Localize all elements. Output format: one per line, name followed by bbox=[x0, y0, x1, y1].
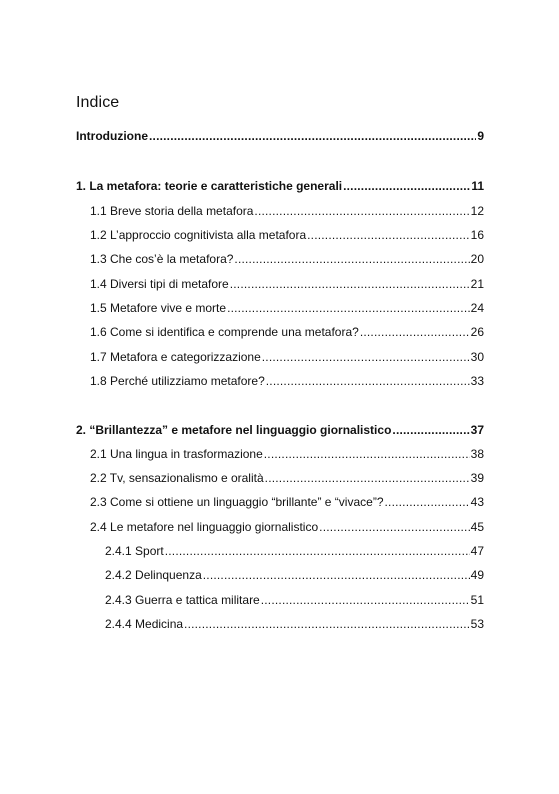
toc-page-number: 53 bbox=[470, 617, 484, 631]
toc-page-number: 12 bbox=[470, 204, 484, 218]
toc-entry-label: 1.3 Che cos’è la metafora? bbox=[90, 252, 234, 266]
toc-entry-label: 1.7 Metafora e categorizzazione bbox=[90, 350, 261, 364]
toc-entry-2-4-3 bbox=[105, 592, 484, 608]
toc-page-number: 51 bbox=[470, 593, 484, 607]
toc-entry-1-5 bbox=[90, 300, 484, 316]
toc-entry-2-4-1 bbox=[105, 543, 484, 559]
toc-dot-leader bbox=[319, 519, 469, 535]
toc-entry-1-7 bbox=[90, 349, 484, 365]
toc-page-number: 38 bbox=[470, 447, 484, 461]
toc-page-number: 16 bbox=[470, 228, 484, 242]
toc-entry-1-3 bbox=[90, 251, 484, 267]
toc-entry-label: 2.4.2 Delinquenza bbox=[105, 568, 202, 582]
toc-entry-label: 1.6 Come si identifica e comprende una metafora? bbox=[90, 325, 359, 339]
toc-dot-leader bbox=[360, 324, 470, 340]
toc-dot-leader bbox=[261, 592, 470, 608]
toc-entry-2-1 bbox=[90, 446, 484, 462]
toc-entry-label: 1.1 Breve storia della metafora bbox=[90, 204, 254, 218]
toc-page-number: 9 bbox=[477, 129, 484, 143]
toc-dot-leader bbox=[165, 543, 470, 559]
toc-dot-leader bbox=[227, 300, 470, 316]
toc-entry-introduction bbox=[76, 128, 484, 144]
toc-entry-1-4 bbox=[90, 276, 484, 292]
toc-entry-2-2 bbox=[90, 470, 484, 486]
toc-dot-leader bbox=[266, 373, 470, 389]
toc-page-number: 47 bbox=[470, 544, 484, 558]
toc-page-number: 45 bbox=[470, 520, 484, 534]
toc-entry-label: 1.2 L’approccio cognitivista alla metafora bbox=[90, 228, 307, 242]
toc-dot-leader bbox=[343, 178, 470, 194]
toc-dot-leader bbox=[392, 422, 469, 438]
toc-dot-leader bbox=[149, 128, 476, 144]
toc-page-number: 39 bbox=[470, 471, 484, 485]
toc-entry-chapter-1 bbox=[76, 178, 484, 194]
toc-entry-label: 2.2 Tv, sensazionalismo e oralità bbox=[90, 471, 264, 485]
toc-entry-label: 2.4.1 Sport bbox=[105, 544, 164, 558]
toc-dot-leader bbox=[265, 470, 470, 486]
toc-entry-1-6 bbox=[90, 324, 484, 340]
toc-entry-label: 2.3 Come si ottiene un linguaggio “brillante” e “vivace”? bbox=[90, 495, 384, 509]
toc-entry-label: 2.4 Le metafore nel linguaggio giornalistico bbox=[90, 520, 319, 534]
toc-page-number: 37 bbox=[470, 423, 484, 437]
toc-entry-label: 2. “Brillantezza” e metafore nel linguaggio giornalistico bbox=[76, 423, 392, 437]
toc-dot-leader bbox=[203, 567, 470, 583]
toc-page-number: 49 bbox=[470, 568, 484, 582]
toc-dot-leader bbox=[385, 494, 470, 510]
toc-page-number: 20 bbox=[470, 252, 484, 266]
toc-dot-leader bbox=[262, 349, 470, 365]
toc-entry-label: 2.1 Una lingua in trasformazione bbox=[90, 447, 263, 461]
toc-entry-2-4-4 bbox=[105, 616, 484, 632]
toc-entry-1-2 bbox=[90, 227, 484, 243]
toc-entry-2-4 bbox=[90, 519, 484, 535]
toc-entry-label: 1.4 Diversi tipi di metafore bbox=[90, 277, 229, 291]
toc-page-number: 30 bbox=[470, 350, 484, 364]
toc-entry-1-8 bbox=[90, 373, 484, 389]
toc-dot-leader bbox=[230, 276, 470, 292]
toc-entry-label: 1.8 Perché utilizziamo metafore? bbox=[90, 374, 265, 388]
toc-entry-label: Introduzione bbox=[76, 129, 148, 143]
toc-entry-1-1 bbox=[90, 203, 484, 219]
toc-page-number: 26 bbox=[470, 325, 484, 339]
toc-dot-leader bbox=[234, 251, 469, 267]
toc-entry-2-4-2 bbox=[105, 567, 484, 583]
toc-entry-2-3 bbox=[90, 494, 484, 510]
toc-entry-label: 2.4.4 Medicina bbox=[105, 617, 184, 631]
toc-entry-label: 1.5 Metafore vive e morte bbox=[90, 301, 227, 315]
toc-entry-label: 1. La metafora: teorie e caratteristiche generali bbox=[76, 179, 343, 193]
toc-page-number: 43 bbox=[470, 495, 484, 509]
toc-dot-leader bbox=[307, 227, 470, 243]
toc-page-number: 21 bbox=[470, 277, 484, 291]
toc-entry-label: 2.4.3 Guerra e tattica militare bbox=[105, 593, 260, 607]
page-title: Indice bbox=[76, 94, 120, 111]
toc-dot-leader bbox=[254, 203, 469, 219]
toc-dot-leader bbox=[184, 616, 470, 632]
toc-page-number: 33 bbox=[470, 374, 484, 388]
toc-page-number: 11 bbox=[471, 179, 484, 193]
toc-entry-chapter-2 bbox=[76, 422, 484, 438]
toc-page-number: 24 bbox=[470, 301, 484, 315]
toc-dot-leader bbox=[264, 446, 470, 462]
